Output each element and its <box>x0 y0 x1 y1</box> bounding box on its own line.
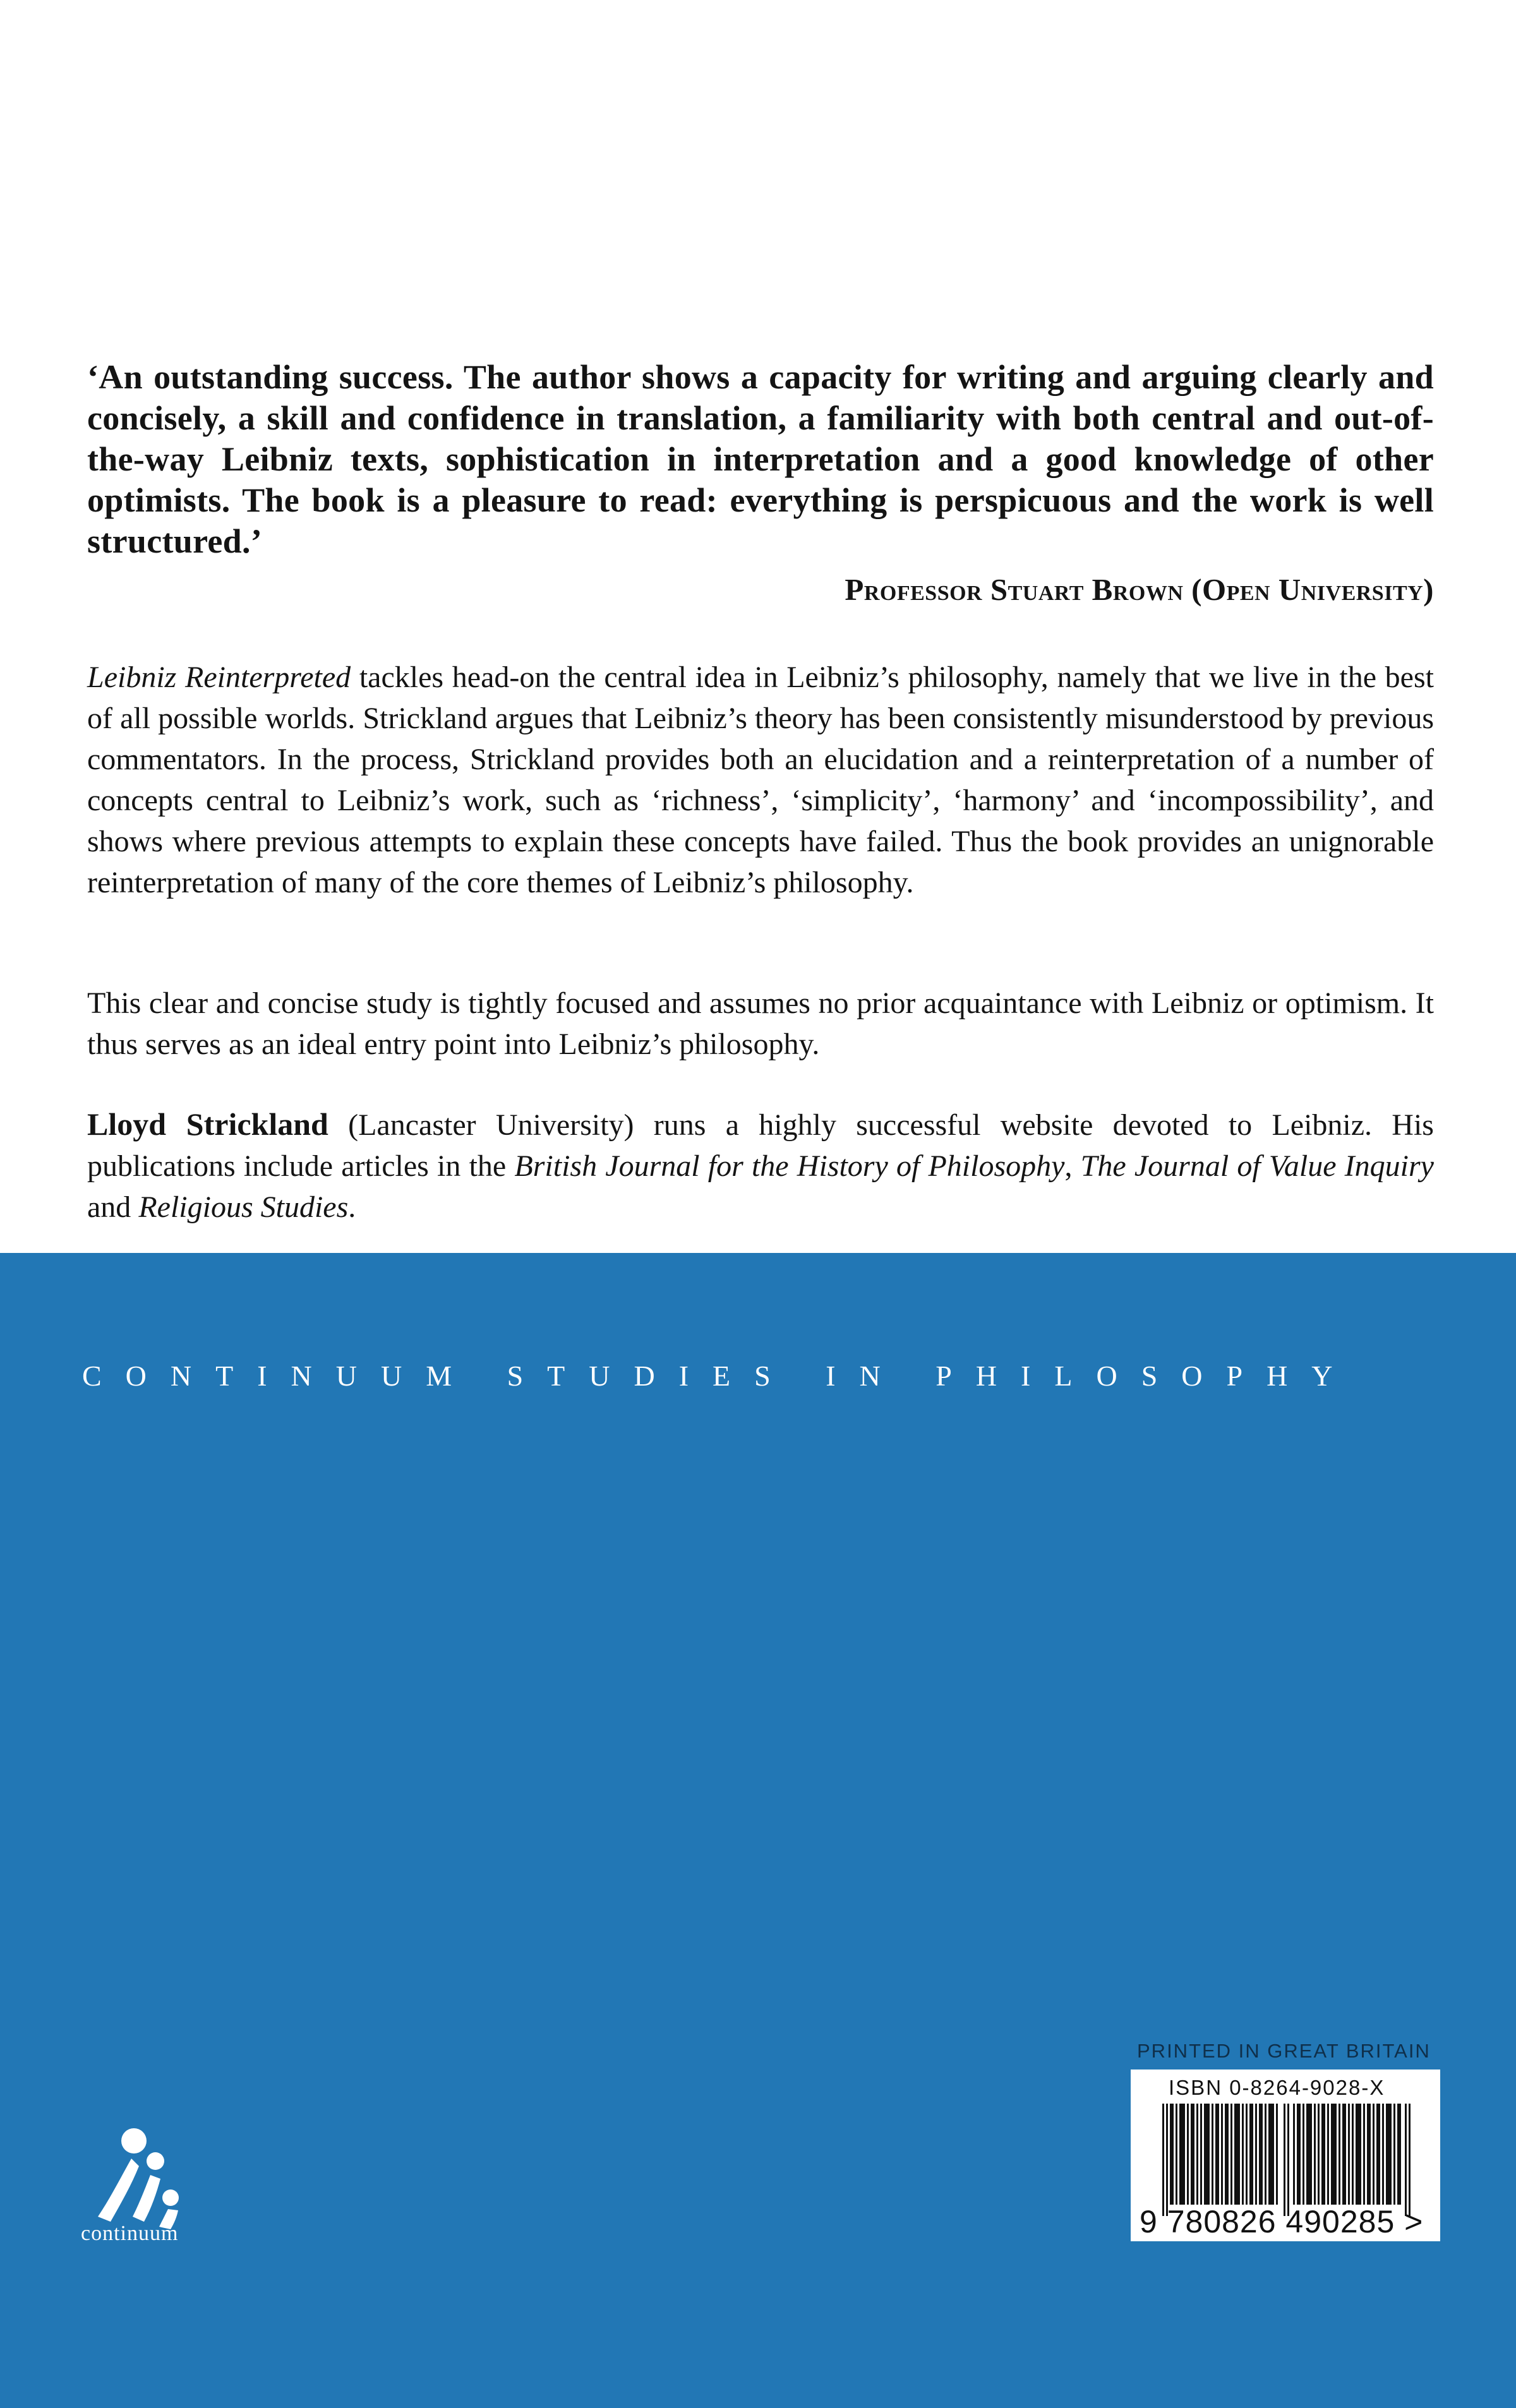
journal-2: The Journal of Value Inquiry <box>1080 1149 1434 1183</box>
isbn-barcode <box>1131 2070 1440 2241</box>
journal-3: Religious Studies <box>138 1190 349 1224</box>
printed-in-label: PRINTED IN GREAT BRITAIN <box>1137 2040 1431 2062</box>
journal-separator-1: , <box>1064 1149 1081 1183</box>
author-name: Lloyd Strickland <box>87 1106 328 1142</box>
bio-end: . <box>348 1190 356 1224</box>
publisher-logo-text: continuum <box>81 2222 179 2245</box>
description-paragraph-1 <box>87 657 1434 903</box>
journal-1: British Journal for the History of Philosophy <box>514 1149 1065 1183</box>
journal-separator-2: and <box>87 1190 139 1224</box>
author-bio-text: (Lancaster University) runs a highly successful website devoted to Leibniz. His publications include articles in the <box>87 1108 1434 1183</box>
series-title: CONTINUUM STUDIES IN PHILOSOPHY <box>82 1360 1357 1392</box>
barcode-icon <box>1162 2104 1415 2216</box>
review-quote: ‘An outstanding success. The author shows a capacity for writing and arguing clearly and concisely, a skill and confidence in translation, a familiarity with both central and out-of-the-way Leibniz texts, sophistication in interpretation and a good knowledge of other optimists. The book is a pleasure to read: everything is perspicuous and the work is well structured.’ <box>87 358 1434 560</box>
book-title-italic: Leibniz Reinterpreted <box>87 661 351 694</box>
description-paragraph-1-text: tackles head-on the central idea in Leibniz’s philosophy, namely that we live in the best of all possible worlds. Strickland argues that Leibniz’s theory has been consistently misunderstood by previous commentators. In the process, Strickland provides both an elucidation and a reinterpretation of a number of concepts central to Leibniz’s work, such as ‘richness’, ‘simplicity’, ‘harmony’ and ‘incompossibility’, and shows where previous attempts to explain these concepts have failed. Thus the book provides an unignorable reinterpretation of many of the core themes of Leibniz’s philosophy. <box>87 661 1434 899</box>
barcode-digits: 9 780826 490285 > <box>1140 2204 1424 2239</box>
description-paragraph-2: This clear and concise study is tightly focused and assumes no prior acquaintance with Leibniz or optimism. It thus serves as an ideal entry point into Leibniz’s philosophy. <box>87 986 1434 1061</box>
author-bio <box>87 1104 1434 1228</box>
review-attribution: Professor Stuart Brown (Open University) <box>845 572 1434 607</box>
isbn-label: ISBN 0-8264-9028-X <box>1169 2076 1385 2099</box>
